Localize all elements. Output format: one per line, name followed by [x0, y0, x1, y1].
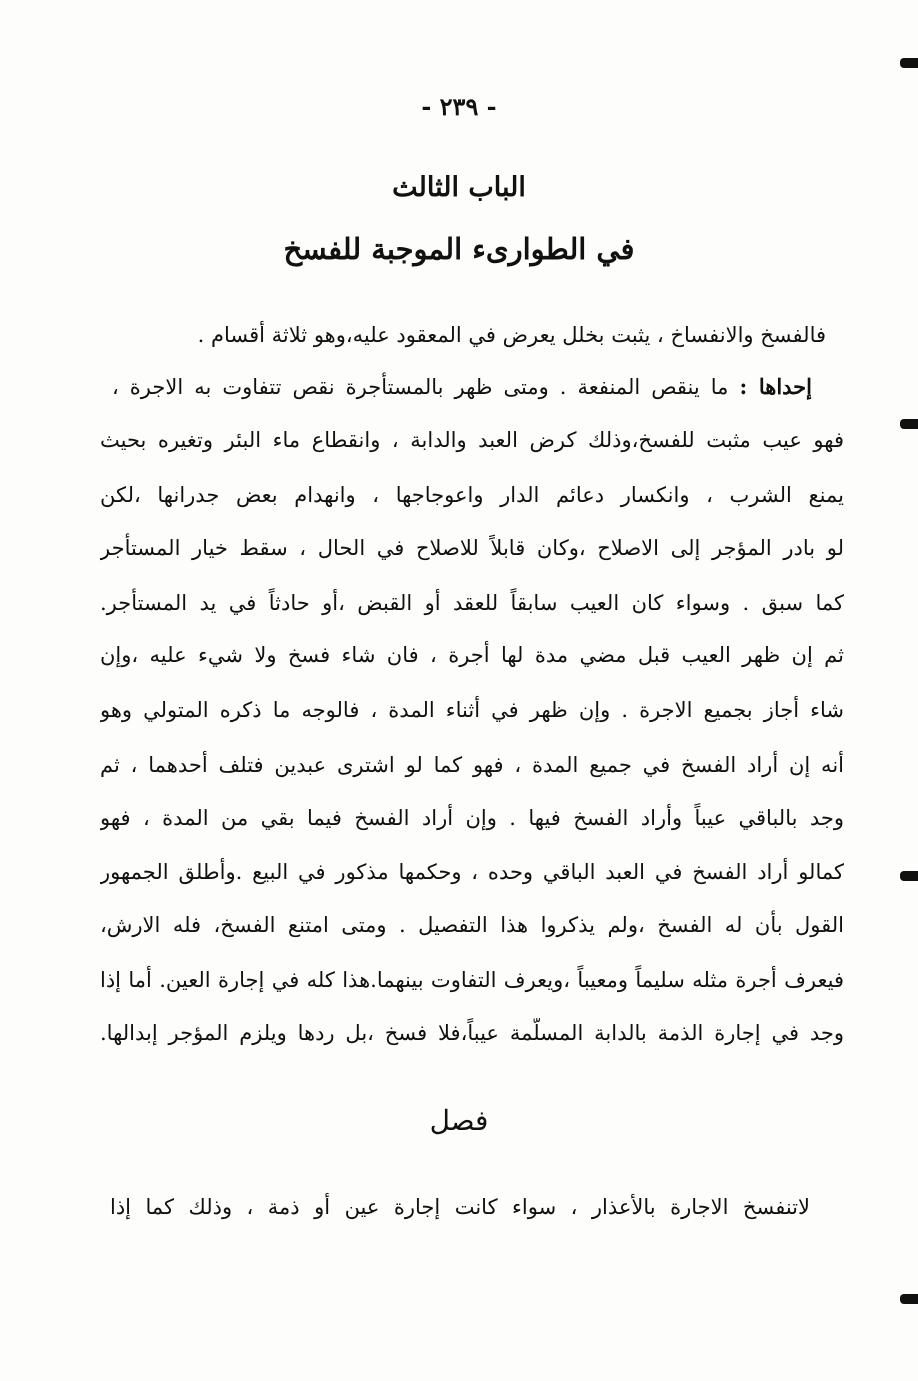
paragraph-line-8: شاء أجاز بجميع الاجرة . وإن ظهر في أثناء المدة ، فالوجه ما ذكره المتولي وهو: [100, 698, 844, 722]
scan-edge-mark: [900, 58, 918, 68]
paragraph-line-2-text: ما ينقص المنفعة . ومتى ظهر بالمستأجرة نقص تتفاوت به الاجرة ،: [112, 375, 729, 399]
paragraph-line-12: القول بأن له الفسخ ،ولم يذكروا هذا التفصيل . ومتى امتنع الفسخ، فله الارش،: [100, 913, 844, 937]
lead-word: إحداها :: [739, 374, 812, 399]
paragraph-line-5: لو بادر المؤجر إلى الاصلاح ،وكان قابلاً للاصلاح في الحال ، سقط خيار المستأجر: [100, 536, 844, 560]
paragraph-line-11: كمالو أراد الفسخ في العبد الباقي وحده ، وحكمها مذكور في البيع .وأطلق الجمهور: [100, 860, 844, 884]
paragraph-line-4: يمنع الشرب ، وانكسار دعائم الدار واعوجاجها ، وانهدام بعض جدرانها ،لكن: [100, 483, 844, 507]
paragraph-line-13: فيعرف أجرة مثله سليماً ومعيباً ،ويعرف التفاوت بينهما.هذا كله في إجارة العين. أما إذا: [100, 968, 844, 992]
page-number: - ٢٣٩ -: [421, 92, 497, 121]
paragraph-line-6: كما سبق . وسواء كان العيب سابقاً للعقد أو القبض ،أو حادثاً في يد المستأجر.: [100, 591, 844, 615]
section-heading: فصل: [429, 1104, 489, 1137]
scan-edge-mark: [900, 419, 918, 429]
paragraph-line-14: وجد في إجارة الذمة بالدابة المسلّمة عيباً،فلا فسخ ،بل ردها ويلزم المؤجر إبدالها.: [100, 1021, 844, 1045]
paragraph-line-2: [112, 372, 812, 402]
paragraph-line-10: وجد بالباقي عيباً وأراد الفسخ فيها . وإن أراد الفسخ فيما بقي من المدة ، فهو: [100, 806, 844, 830]
chapter-subtitle: في الطوارىء الموجبة للفسخ: [283, 232, 635, 266]
scan-edge-mark: [900, 871, 918, 881]
section-first-line: لاتنفسخ الاجارة بالأعذار ، سواء كانت إجارة عين أو ذمة ، وذلك كما إذا: [110, 1195, 810, 1219]
paragraph-line-1: فالفسخ والانفساخ ، يثبت بخلل يعرض في المعقود عليه،وهو ثلاثة أقسام .: [197, 323, 826, 347]
scan-edge-mark: [900, 1294, 918, 1304]
chapter-title: الباب الثالث: [392, 172, 526, 203]
paragraph-line-9: أنه إن أراد الفسخ في جميع المدة ، فهو كما لو اشترى عبدين فتلف أحدهما ، ثم: [100, 753, 844, 777]
paragraph-line-7: ثم إن ظهر العيب قبل مضي مدة لها أجرة ، فان شاء فسخ ولا شيء عليه ،وإن: [100, 643, 844, 667]
paragraph-line-3: فهو عيب مثبت للفسخ،وذلك كرض العبد والدابة ، وانقطاع ماء البئر وتغيره بحيث: [100, 428, 844, 452]
